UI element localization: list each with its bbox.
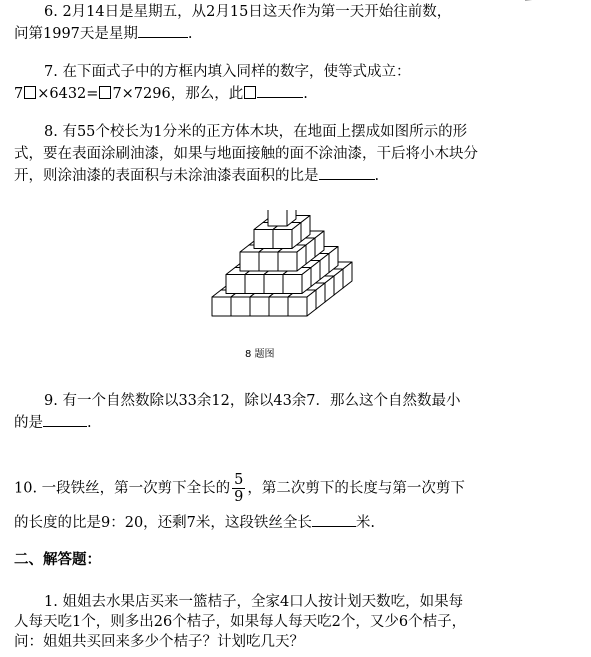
- q9-line-2: [14, 411, 92, 433]
- figure-caption: 8 题图: [245, 349, 275, 360]
- q9-line-2-text: 的是: [14, 415, 43, 431]
- q10-line-2: [14, 511, 375, 533]
- box-symbol: [244, 86, 256, 99]
- q7-eq-b: ×6432=: [37, 86, 99, 102]
- cube-front-face: [268, 210, 287, 226]
- cube-front-face: [273, 230, 292, 249]
- corner-rule: [525, 0, 585, 1]
- q7-eq-a: 7: [14, 86, 24, 102]
- q8-line-1: 8. 有55个校长为1分米的正方体木块，在地面上摆成如图所示的形: [44, 124, 468, 140]
- q7-line-1: 7. 在下面式子中的方框内填入同样的数字，使等式成立：: [44, 64, 411, 80]
- section-heading: 二、解答题：: [14, 552, 101, 568]
- answer-blank: [257, 82, 303, 98]
- fraction-denominator: 9: [234, 489, 244, 505]
- cube-front-face: [269, 297, 288, 316]
- cube-front-face: [288, 297, 307, 316]
- q8-line-3-text: 开，则涂油漆的表面积与未涂油漆表面积的比是: [14, 168, 319, 184]
- cube-front-face: [240, 252, 259, 271]
- p1-line-2: 人每天吃1个，则多出26个桔子，如果每人每天吃2个，又少6个桔子，: [14, 614, 467, 630]
- p1-line-3: 问：姐姐共买回来多少个桔子？计划吃几天？: [14, 634, 304, 650]
- answer-blank: [43, 411, 87, 427]
- fraction-five-ninths: [232, 472, 245, 505]
- box-symbol: [99, 86, 111, 99]
- cube-pyramid-figure: [205, 210, 375, 348]
- q7-eq-c: 7×7296，那么，此: [112, 86, 244, 102]
- q7-equation: [14, 82, 308, 104]
- p1-line-1: 1. 姐姐去水果店买来一篮桔子，全家4口人按计划天数吃，如果每: [44, 594, 464, 610]
- q10-line-1: [14, 472, 465, 505]
- cube-front-face: [212, 297, 231, 316]
- cube-front-face: [278, 252, 297, 271]
- q9-line-1: 9. 有一个自然数除以33余12，除以43余7．那么这个自然数最小: [44, 393, 461, 409]
- cube-front-face: [264, 275, 283, 294]
- q8-line-3: [14, 164, 379, 186]
- cube-front-face: [254, 230, 273, 249]
- q10-text-b: ，第二次剪下的长度与第一次剪下: [247, 480, 465, 497]
- q8-line-2: 式，要在表面涂刷油漆，如果与地面接触的面不涂油漆，干后将小木块分: [14, 146, 478, 162]
- q8-end: .: [374, 168, 380, 184]
- cube-front-face: [250, 297, 269, 316]
- box-symbol: [24, 86, 36, 99]
- cube-front-face: [283, 275, 302, 294]
- answer-blank: [138, 22, 188, 38]
- cube-front-face: [226, 275, 245, 294]
- q9-end: .: [87, 415, 92, 431]
- cube-front-face: [259, 252, 278, 271]
- q10-unit: 米.: [355, 515, 376, 531]
- q10-line-2-text: 的长度的比是9：20，还剩7米，这段铁丝全长: [14, 515, 312, 531]
- answer-blank: [319, 164, 375, 180]
- q10-text-a: 10. 一段铁丝，第一次剪下全长的: [14, 480, 231, 497]
- answer-blank: [312, 511, 356, 527]
- q6-line-2: 问第1997天是星期 .: [14, 22, 193, 44]
- q7-eq-end: .: [303, 86, 308, 102]
- q6-line-1: 6. 2月14日是星期五，从2月15日这天作为第一天开始往前数，: [44, 4, 452, 20]
- cube-front-face: [245, 275, 264, 294]
- q6-line-2-text: 问第1997天是星期: [14, 26, 138, 42]
- fraction-numerator: 5: [234, 472, 244, 488]
- cube-front-face: [231, 297, 250, 316]
